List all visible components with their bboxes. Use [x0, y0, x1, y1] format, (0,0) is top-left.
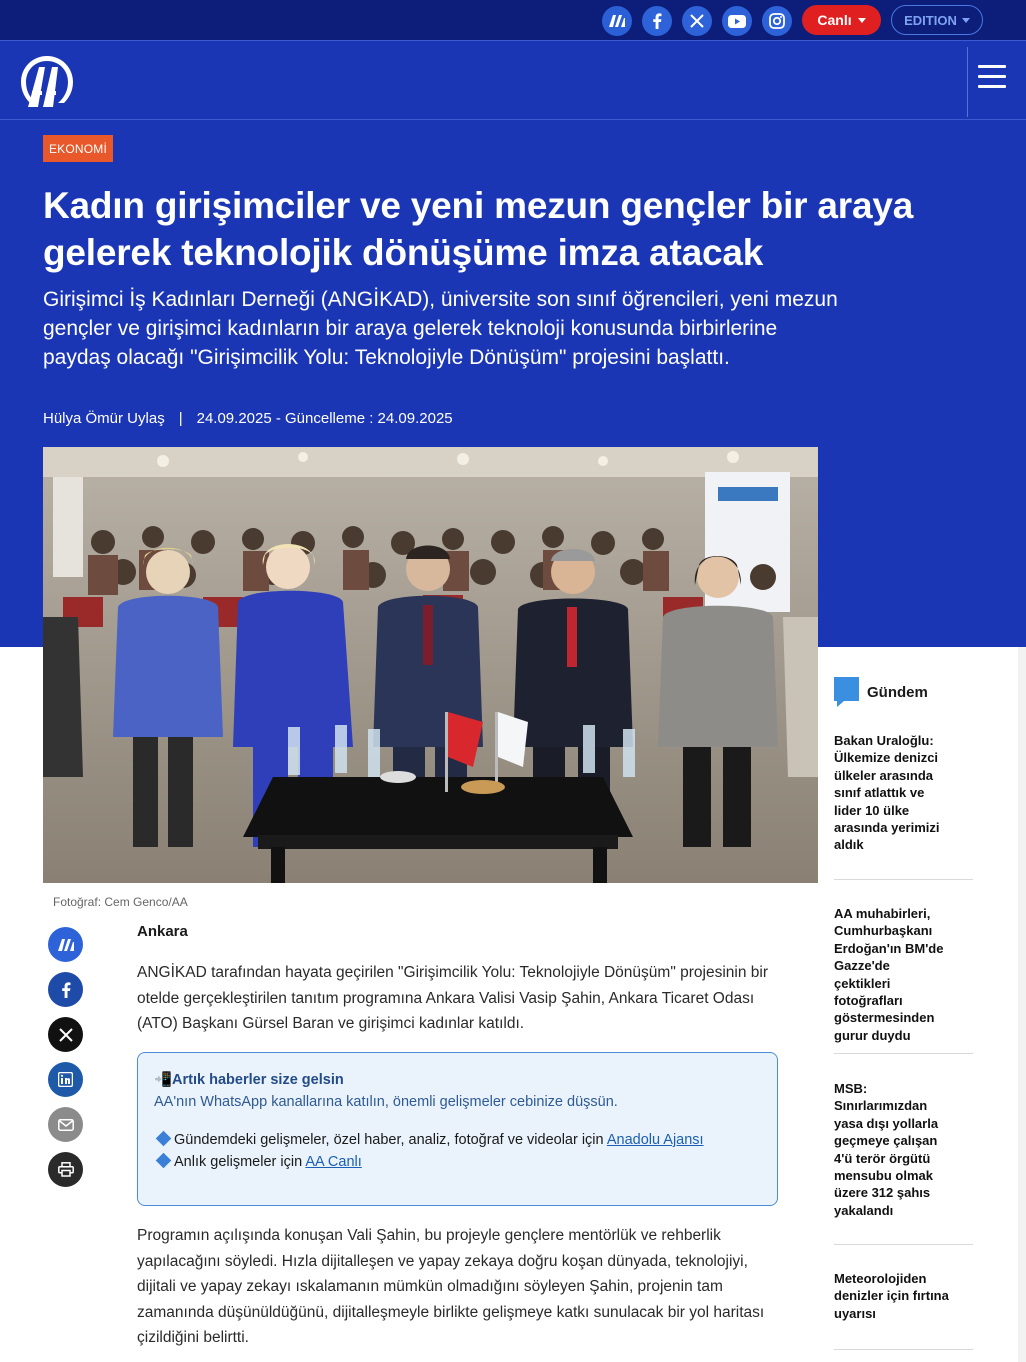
top-bar: [0, 0, 1026, 40]
print-icon[interactable]: [48, 1152, 83, 1187]
live-button[interactable]: [802, 5, 881, 35]
youtube-icon[interactable]: [722, 6, 752, 36]
whatsapp-line1-text: Gündemdeki gelişmeler, özel haber, analiz, fotoğraf ve videolar için: [174, 1132, 607, 1148]
chevron-down-icon: [858, 18, 866, 23]
hamburger-icon[interactable]: [978, 65, 1006, 91]
aa-logo[interactable]: [18, 53, 76, 109]
category-badge[interactable]: EKONOMİ: [43, 135, 113, 162]
scrollbar-track[interactable]: [1018, 647, 1026, 1362]
live-label: Canlı: [817, 12, 852, 28]
whatsapp-promo-title: 📲Artık haberler size gelsin: [154, 1072, 344, 1088]
anadolu-ajansi-link[interactable]: Anadolu Ajansı: [606, 1132, 704, 1148]
byline: [43, 410, 453, 427]
photo-caption: Fotoğraf: Cem Genco/AA: [53, 895, 188, 909]
sidebar-news-item[interactable]: MSB: Sınırlarımızdan yasa dışı yollarla geçmeye çalışan 4'ü terör örgütü mensubu olmak üzere 312 şahıs yakalandı: [834, 1081, 939, 1218]
sidebar-header: [834, 677, 928, 707]
sidebar-title: Gündem: [867, 683, 928, 701]
x-share-icon[interactable]: [48, 1017, 83, 1052]
speech-bubble-icon: [834, 677, 859, 707]
publish-dates: 24.09.2025 - Güncelleme : 24.09.2025: [196, 410, 453, 427]
article-title: Kadın girişimciler ve yeni mezun gençler bir araya gelerek teknolojik dönüşüme imza atacak: [43, 185, 914, 273]
facebook-share-icon[interactable]: [48, 972, 83, 1007]
sidebar-divider: [834, 1244, 973, 1245]
aa-share-icon[interactable]: [48, 927, 83, 962]
sidebar-divider: [834, 1349, 973, 1350]
menu-divider: [967, 47, 968, 117]
dateline: Ankara: [137, 923, 188, 940]
aa-icon[interactable]: [602, 6, 632, 36]
facebook-icon[interactable]: [642, 6, 672, 36]
sidebar-news-item[interactable]: AA muhabirleri, Cumhurbaşkanı Erdoğan'ın BM'de Gazze'de çektikleri fotoğrafları göstermesinden gurur duydu: [834, 906, 944, 1043]
edition-dropdown[interactable]: [891, 5, 983, 35]
instagram-icon[interactable]: [762, 6, 792, 36]
linkedin-share-icon[interactable]: [48, 1062, 83, 1097]
diamond-bullet-icon: [156, 1153, 172, 1169]
author-name[interactable]: Hülya Ömür Uylaş: [43, 410, 165, 427]
aa-canli-link[interactable]: AA Canlı: [305, 1154, 362, 1170]
sidebar-news-item[interactable]: Bakan Uraloğlu: Ülkemize denizci ülkeler arasında sınıf atlattık ve lider 10 ülke arasında yerimizi aldık: [834, 733, 940, 853]
diamond-bullet-icon: [156, 1131, 172, 1147]
edition-label: EDITION: [904, 12, 957, 28]
article-summary: Girişimci İş Kadınları Derneği (ANGİKAD), üniversite son sınıf öğrencileri, yeni mezun gençler ve girişimci kadınların bir araya gelerek teknoloji konusunda birbirlerine paydaş olacağı "Girişimcilik Yolu: Teknolojiyle Dönüşüm" projesini başlattı.: [43, 288, 838, 369]
whatsapp-line2-text: Anlık gelişmeler için: [174, 1154, 306, 1170]
sidebar-divider: [834, 879, 973, 880]
article-paragraph: ANGİKAD tarafından hayata geçirilen "Girişimcilik Yolu: Teknolojiyle Dönüşüm" projesinin bir otelde gerçekleştirilen tanıtım programına Ankara Valisi Vasip Şahin, Ankara Ticaret Odası (ATO) Başkanı Gürsel Baran ve girişimci kadınlar katıldı.: [137, 964, 769, 1032]
sidebar-divider: [834, 1053, 973, 1054]
article-photo[interactable]: [43, 447, 818, 883]
whatsapp-links: [154, 1132, 761, 1170]
chevron-down-icon: [962, 18, 970, 23]
byline-separator: |: [178, 410, 183, 427]
whatsapp-promo-subtitle: AA'nın WhatsApp kanallarına katılın, önemli gelişmeler cebinize düşsün.: [154, 1094, 618, 1110]
header-bar: [0, 40, 1026, 120]
whatsapp-promo-box: [137, 1052, 778, 1206]
mail-share-icon[interactable]: [48, 1107, 83, 1142]
article-paragraph: Programın açılışında konuşan Vali Şahin, bu projeyle gençlere mentörlük ve rehberlik yapılacağını söyledi. Hızla dijitalleşen ve yapay zekaya doğru koşan dünyada, teknolojiyi, dijitali ve yapay zekayı ıskalamanın mümkün olmadığını söyleyen Şahin, projenin tam zamanında düşünüldüğünü, dijitalleşmeyle birlikte gelişmeye katkı sunulacak bir yol haritası çizildiğini belirtti.: [137, 1227, 765, 1346]
x-icon[interactable]: [682, 6, 712, 36]
sidebar-news-item[interactable]: Meteorolojiden denizler için fırtına uyarısı: [834, 1271, 949, 1321]
